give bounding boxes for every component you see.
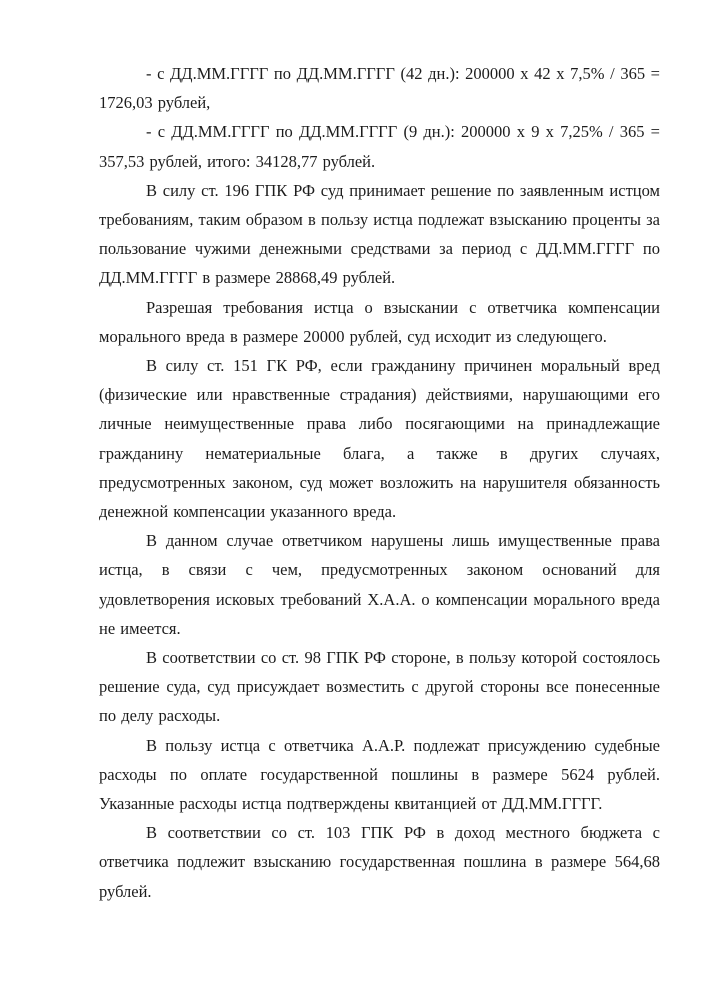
paragraph-moral-damages-claim: Разрешая требования истца о взыскании с ответчика компенсации морального вреда в размере 20000 рублей, суд исходит из следующего.	[99, 297, 660, 346]
paragraph-interest-calc-42-days: - с ДД.ММ.ГГГГ по ДД.ММ.ГГГГ (42 дн.): 200000 х 42 х 7,5% / 365 = 1726,03 рублей,	[99, 64, 660, 113]
document-body-text	[99, 59, 660, 906]
paragraph-moral-damages-denied: В данном случае ответчиком нарушены лишь имущественные права истца, в связи с чем, предусмотренных законом оснований для удовлетворения исковых требований Х.А.А. о компенсации морального вреда не имеется.	[99, 531, 660, 638]
paragraph-article-98-gpk: В соответствии со ст. 98 ГПК РФ стороне, в пользу которой состоялось решение суда, суд присуждает возместить с другой стороны все понесенные по делу расходы.	[99, 648, 660, 726]
paragraph-article-196-gpk: В силу ст. 196 ГПК РФ суд принимает решение по заявленным истцом требованиям, таким образом в пользу истца подлежат взысканию проценты за пользование чужими денежными средствами за период с ДД.ММ.ГГГГ по ДД.ММ.ГГГГ в размере 28868,49 рублей.	[99, 180, 660, 288]
paragraph-court-costs-award: В пользу истца с ответчика А.А.Р. подлежат присуждению судебные расходы по оплате государственной пошлины в размере 5624 рублей. Указанные расходы истца подтверждены квитанцией от ДД.ММ.ГГГГ.	[99, 735, 660, 814]
paragraph-article-103-gpk: В соответствии со ст. 103 ГПК РФ в доход местного бюджета с ответчика подлежит взысканию государственная пошлина в размере 564,68 рублей.	[99, 823, 660, 901]
paragraph-interest-calc-9-days: - с ДД.ММ.ГГГГ по ДД.ММ.ГГГГ (9 дн.): 200000 х 9 х 7,25% / 365 = 357,53 рублей, итого: 34128,77 рублей.	[99, 122, 660, 171]
paragraph-article-151-gk: В силу ст. 151 ГК РФ, если гражданину причинен моральный вред (физические или нравственные страдания) действиями, нарушающими его личные неимущественные права либо посягающими на принадлежащие гражданину нематериальные блага, а также в других случаях, предусмотренных законом, суд может возложить на нарушителя обязанность денежной компенсации указанного вреда.	[99, 356, 660, 522]
